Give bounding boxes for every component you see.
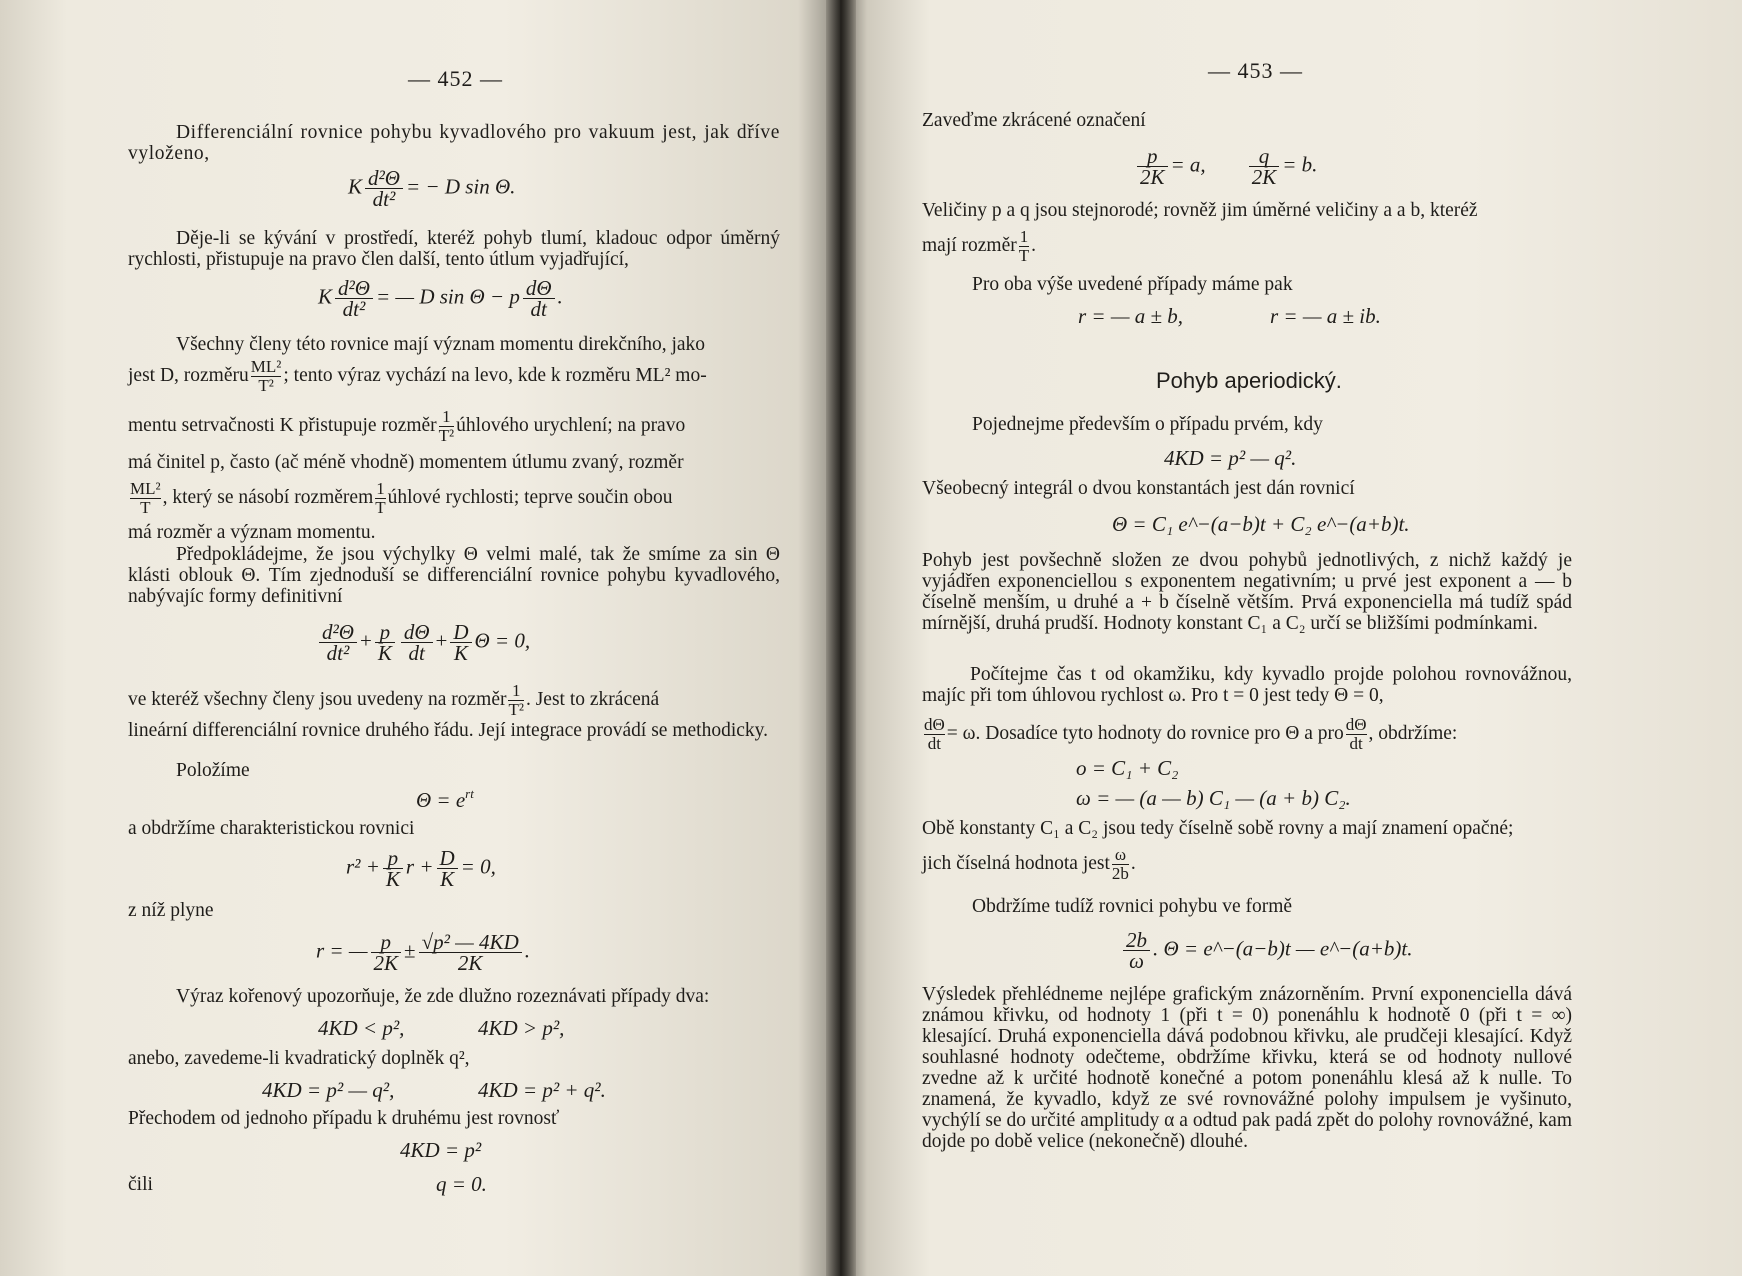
equation: $\frac{p}{2K}$ = a, $\frac{q}{2K}$ = b.	[1134, 146, 1317, 187]
equation: 4KD = p²	[400, 1138, 482, 1162]
equation: r = — $\frac{p}{2K}$ ± $\frac{\text{√p² — 4KD}}{2K}$ .	[316, 930, 530, 975]
book-gutter	[826, 0, 856, 1276]
paragraph: Pro oba výše uvedené případy máme pak	[972, 274, 1293, 295]
paragraph: Zaveďme zkrácené označení	[922, 110, 1146, 131]
section-heading: Pohyb aperiodický.	[1156, 368, 1342, 393]
paragraph: má činitel p, často (ač méně vhodně) momentem útlumu zvaný, rozměr	[128, 452, 684, 473]
paragraph: Položíme	[176, 760, 250, 781]
paragraph: mají rozměr $\frac{1}{T}$ .	[922, 227, 1037, 265]
equation: r = — a ± b,	[1078, 304, 1184, 328]
paragraph: Differenciální rovnice pohybu kyvadlového pro vakuum jest, jak dříve vyloženo,	[128, 122, 780, 164]
paragraph: Všechny členy této rovnice mají význam momentu direkčního, jako	[176, 334, 706, 355]
paragraph: Předpokládejme, že jsou výchylky Θ velmi malé, tak že smíme za sin Θ klásti oblouk Θ. Tím zjednoduší se differenciální rovnice pohybu kyvadlového, nabývajíc formy definitivní	[128, 544, 780, 607]
equation: $\Theta = e^{rt}$	[416, 786, 474, 812]
paragraph: čili	[128, 1174, 153, 1195]
paragraph: jest D, rozměru $\frac{\text{ML²}}{\text{T²}}$ ; tento výraz vychází na levo, kde k rozměru ML² mo-	[128, 357, 707, 395]
paragraph: má rozměr a význam momentu.	[128, 522, 376, 543]
paragraph: mentu setrvačnosti K přistupuje rozměr $\frac{1}{\text{T²}}$ úhlového urychlení; na pravo	[128, 407, 686, 445]
equation: 4KD < p²,	[318, 1016, 405, 1040]
paragraph: Všeobecný integrál o dvou konstantách jest dán rovnicí	[922, 478, 1355, 499]
paragraph: a obdržíme charakteristickou rovnici	[128, 818, 415, 839]
equation: r² + $\frac{p}{K}$ r + $\frac{D}{K}$ = 0,	[346, 846, 496, 891]
paragraph: $\frac{\text{ML²}}{T}$ , který se násobí rozměrem $\frac{1}{T}$ úhlové rychlosti; teprve součin obou	[130, 479, 673, 517]
paragraph: $\frac{d\Theta}{dt}$ = ω. Dosadíce tyto hodnoty do rovnice pro Θ a pro $\frac{d\Theta}{dt}$ , obdržíme:	[924, 715, 1458, 753]
paragraph: Děje-li se kývání v prostředí, kteréž pohyb tlumí, kladouc odpor úměrný rychlosti, přistupuje na pravo člen další, tento útlum vyjadřující,	[128, 228, 780, 270]
paragraph: z níž plyne	[128, 900, 214, 921]
page-number-right: — 453 —	[1208, 58, 1303, 83]
paragraph: Pojednejme především o případu prvém, kdy	[972, 414, 1323, 435]
page-number-left: — 452 —	[408, 66, 503, 91]
paragraph: Pohyb jest povšechně složen ze dvou pohybů jednotlivých, z nichž každý je vyjádřen exponenciellou s exponentem negativním; u prvé jest exponent a — b číselně menším, u druhé a + b číselně větším. Prvá exponenciella má tudíž spád mírnější, druhá prudší. Hodnoty konstant C₁ a C₂ určí se bližšími podmínkami.	[922, 550, 1572, 634]
equation: 4KD = p² — q².	[1164, 446, 1297, 470]
equation: $\frac{\text{d²Θ}}{\text{dt²}}$ + $\frac{p}{K}$ $\frac{d\Theta}{dt}$ + $\frac{D}{K}$ Θ = 0,	[316, 622, 530, 663]
paragraph: Výsledek přehlédneme nejlépe grafickým znázorněním. První exponenciella dává známou křivku, od hodnoty 1 (při t = 0) ponenáhlu k hodnotě 0 (při t = ∞) klesající. Druhá exponenciella dává podobnou křivku, ale prudčeji klesající. Když souhlasné hodnoty odečteme, obdržíme křivku, která se od hodnoty nullové zvedne až k určité hodnotě konečné a potom ponenáhlu klesá až k nulle. To znamená, že kyvadlo, když ze své rovnovážné polohy impulsem je vyšinuto, vychýlí se do určité amplitudy α a odtud pak padá zpět do polohy rovnovážné, kam dojde po době velice (nekonečně) dlouhé.	[922, 984, 1572, 1152]
paragraph: jich číselná hodnota jest $\frac{\omega}{2b}$ .	[922, 845, 1136, 883]
equation: Θ = C₁ e^−(a−b)t + C₂ e^−(a+b)t.	[1112, 512, 1410, 536]
paragraph: anebo, zavedeme-li kvadratický doplněk q²,	[128, 1048, 470, 1069]
paragraph: ve kteréž všechny členy jsou uvedeny na rozměr $\frac{1}{\text{T²}}$ . Jest to zkrácená	[128, 681, 660, 719]
paragraph: Veličiny p a q jsou stejnorodé; rovněž jim úměrné veličiny a a b, kteréž	[922, 200, 1478, 221]
equation: K $\frac{\text{d²Θ}}{\text{dt²}}$ = − D sin Θ.	[348, 166, 516, 211]
equation: 4KD = p² — q²,	[262, 1078, 395, 1102]
equation: o = C₁ + C₂	[1076, 756, 1179, 780]
paragraph: Přechodem od jednoho případu k druhému jest rovnosť	[128, 1108, 560, 1129]
equation: $\frac{2b}{\omega}$ . Θ = e^−(a−b)t — e^−(a+b)t.	[1120, 930, 1412, 971]
equation: 4KD = p² + q².	[478, 1078, 606, 1102]
paragraph: Počítejme čas t od okamžiku, kdy kyvadlo projde polohou rovnovážnou, majíc při tom úhlovou rychlost ω. Pro t = 0 jest tedy Θ = 0,	[922, 664, 1572, 706]
paragraph: lineární differenciální rovnice druhého řádu. Její integrace provádí se methodicky.	[128, 720, 769, 741]
equation: ω = — (a — b) C₁ — (a + b) C₂.	[1076, 786, 1351, 810]
paragraph: Obdržíme tudíž rovnici pohybu ve formě	[972, 896, 1293, 917]
equation: 4KD > p²,	[478, 1016, 565, 1040]
equation: r = — a ± ib.	[1270, 304, 1381, 328]
paragraph: Výraz kořenový upozorňuje, že zde dlužno rozeznávati případy dva:	[176, 986, 710, 1007]
paragraph: Obě konstanty C₁ a C₂ jsou tedy číselně sobě rovny a mají znamení opačné;	[922, 818, 1514, 839]
equation: q = 0.	[436, 1172, 487, 1196]
equation: K $\frac{\text{d²Θ}}{\text{dt²}}$ = — D sin Θ − p $\frac{d\Theta}{dt}$ .	[318, 276, 563, 321]
